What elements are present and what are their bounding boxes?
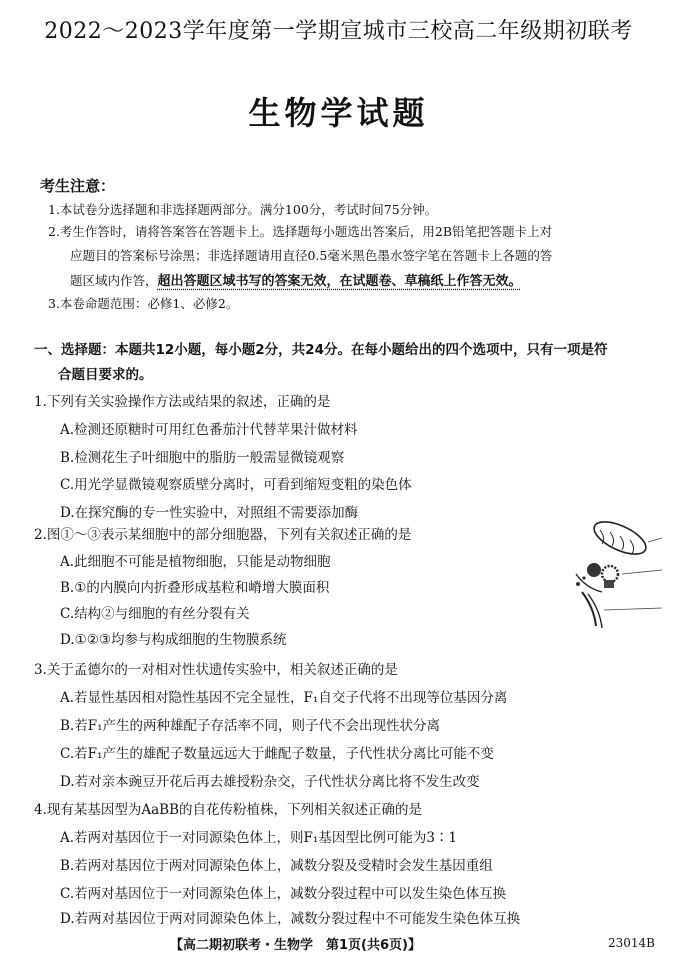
option-d: D.若两对基因位于两对同源染色体上，减数分裂过程中不可能发生染色体互换 <box>60 911 521 927</box>
option-b: B.检测花生子叶细胞中的脂肪一般需显微镜观察 <box>60 450 345 466</box>
option-c: C.若F₁产生的雄配子数量远远大于雌配子数量，子代性状分离比可能不变 <box>60 746 494 762</box>
section-title-a: 一、选择题：本题共12小题，每小题2分，共24分。在每小题给出的四个选项中，只有一项是符 <box>34 342 608 358</box>
notice-line-3: 3.本卷命题范围：必修1、必修2。 <box>48 296 239 311</box>
subject-title: 生物学试题 <box>248 94 429 132</box>
question-stem: 4.现有某基因型为AaBB的自花传粉植株，下列相关叙述正确的是 <box>34 802 423 818</box>
question-stem: 3.关于孟德尔的一对相对性状遗传实验中，相关叙述正确的是 <box>34 662 398 678</box>
notice-line-2a: 2.考生作答时，请将答案答在答题卡上。选择题每小题选出答案后，用2B铅笔把答题卡上对 <box>48 224 553 239</box>
label-line-1 <box>648 538 662 542</box>
option-c: C.结构②与细胞的有丝分裂有关 <box>60 606 250 622</box>
option-a: A.若显性基因相对隐性基因不完全显性，F₁自交子代将不出现等位基因分离 <box>60 690 508 706</box>
option-b: B.若两对基因位于两对同源染色体上，减数分裂及受精时会发生基因重组 <box>60 858 493 874</box>
option-a: A.若两对基因位于一对同源染色体上，则F₁基因型比例可能为3∶1 <box>60 830 457 846</box>
notice-line-2c <box>70 270 522 289</box>
exam-title: 2022～2023学年度第一学期宣城市三校高二年级期初联考 <box>44 19 633 44</box>
mitochondrion-shape <box>590 515 651 560</box>
notice-line-1: 1.本试卷分选择题和非选择题两部分。满分100分，考试时间75分钟。 <box>48 202 438 217</box>
notice-heading: 考生注意： <box>40 177 116 195</box>
label-line-2 <box>622 570 662 574</box>
notice-emphasis: 超出答题区域书写的答案无效，在试题卷、草稿纸上作答无效。 <box>157 274 522 289</box>
option-d: D.在探究酶的专一性实验中，对照组不需要添加酶 <box>60 505 359 521</box>
option-b: B.①的内膜向内折叠形成基粒和嵴增大膜面积 <box>60 580 330 596</box>
section-title-b: 合题目要求的。 <box>58 367 153 383</box>
notice-line-2c-plain: 题区域内作答， <box>70 273 158 288</box>
centriole-shape <box>587 563 618 588</box>
option-c: C.若两对基因位于一对同源染色体上，减数分裂过程中可以发生染色体互换 <box>60 886 507 902</box>
option-a: A.此细胞不可能是植物细胞，只能是动物细胞 <box>60 554 331 570</box>
page-footer: 【高二期初联考・生物学 第1页(共6页)】 <box>170 938 421 953</box>
paper-code: 23014B <box>608 936 655 950</box>
golgi-shape <box>576 574 602 628</box>
option-d: D.①②③均参与构成细胞的生物膜系统 <box>60 632 287 648</box>
option-c: C.用光学显微镜观察质壁分离时，可看到缩短变粗的染色体 <box>60 477 412 493</box>
option-b: B.若F₁产生的两种雄配子存活率不同，则子代不会出现性状分离 <box>60 718 440 734</box>
option-a: A.检测还原糖时可用红色番茄汁代替苹果汁做材料 <box>60 422 358 438</box>
option-d: D.若对亲本豌豆开花后再去雄授粉杂交，子代性状分离比将不发生改变 <box>60 774 480 790</box>
question-stem: 1.下列有关实验操作方法或结果的叙述，正确的是 <box>34 394 331 410</box>
notice-line-2b: 应题目的答案标号涂黑；非选择题请用直径0.5毫米黑色墨水签字笔在答题卡上各题的答 <box>70 248 553 263</box>
label-line-3 <box>604 608 662 610</box>
question-stem: 2.图①～③表示某细胞中的部分细胞器，下列有关叙述正确的是 <box>34 527 412 543</box>
organelle-figure <box>558 512 668 640</box>
